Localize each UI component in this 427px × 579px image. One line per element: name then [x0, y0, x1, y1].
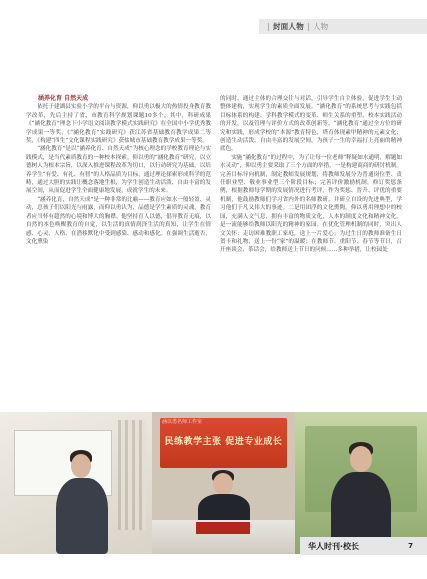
page-footer: [0, 554, 427, 579]
left-column: [26, 95, 211, 246]
wall-decoration: [118, 420, 146, 530]
right-paragraph-2: 实施“涵化教育”的过程中，为了让每一位老师“释疑如水通明，解题如水灵动”，仰以勇主要采取了三个方面的举措。一是构建商商的研讨机制。完善目标导向机制，制定教师发展规划，将教师发展分为普通岗位型、责任职业型、敬业事业型三个阶段目标；完善评价激励机制，修订奖惩条例，根据教师每学期的发展情况进行考评，作为奖惩、晋升、评优的重要机制，他鼓励教师们学习省内外的名师教研，并研立自设的先进典型，学习他们于凡又伟大的事迹。二是用团浮的文化熏陶。仰以勇用理想中的校园，充满人文气息，拥有丰富的物质文化，人本的制度文化和精神文化。是一流能够给教师以阳光的精神的家园。在优化管理机制的同时，突出人文关怀：走访困难教职工家庭，送上一片爱心；为过生日的教师准备生日贺卡和礼物，送上一份“家”的温暖；在教师节、重阳节、春节等节日，召开座谈会、茶话会，给教师送上节日的问候……多种举措，让校园处: [220, 154, 402, 254]
portrait-photo: [295, 412, 427, 554]
left-paragraph-3: “涵养化育，自然天成”是一种非常的比喻——教育应如水一般轻盈、灵动，总孩子们以阳光与雨露，而仰以勇认为，品德是学生素质的灵魂，教育者应当怀有超然的心境和博大的胸襟。他坚持育人以德，倡导教育无痕，以自然的本色唤醒教育的自觉，以生活的真情润泽生活的真知，让学生在情感、心灵、人格、在潜移默化中受到感染、感动和感化。在强调生活逝否，文化熏染: [26, 196, 211, 245]
page-number: 7: [408, 542, 413, 550]
publication-name: 华人时刊·校长: [308, 541, 360, 551]
header-section: 封面人物: [272, 22, 305, 31]
section-title: 涵养化育 自然天成: [38, 95, 89, 102]
right-column: [220, 95, 402, 255]
banner-header: 涵以勇名师工作室: [162, 419, 203, 425]
teacher-figure: [52, 450, 112, 554]
nameplate: [196, 522, 250, 534]
header-separator: |: [267, 22, 270, 31]
left-paragraph-2: “涵化教育”是以“涵养化育、自然天成”为核心理念的学校教育理论与实践模式，是当代素质教育的一种校本探索。仰以勇的“涵化教育”研究，以立德树人为根本宗旨，以深入推进课程改革为切口，以行动研究为基础，以培养学生“有爱、有礼、有智”的人格品质为目标，通过理论探索形成科学的范畴，通过大胆的实践让概念落地生根，为学生创造生动活泼、自由丰富的发展空间，从而促进学生全面健康地发展，成就学生的未来。: [26, 146, 211, 195]
header-sub-separator: |: [307, 22, 310, 31]
photo-strip: [0, 412, 427, 554]
classroom-photo: [0, 412, 152, 554]
page-header: [259, 19, 427, 34]
banner-title: 民练教学主张 促进专业成长: [164, 437, 283, 447]
right-paragraph-1: 的同时，通过主体的合理交往与对话，引导学生自主体验，促进学生主动整体建构，实现学生的素质全面发展。“涵化教育”的系统思考与实践包括目标体系的构建、学科教学模式的变革、师生关系的重塑、校本实践活动的开发，以及管理与评价方式的改革创新等。“涵化教育”通过全方位的研究和实践，形成学校的“本源”教育特色，塔育体现素甲精神的元素文化；创造生动活泼、自由丰富的发展空间，为孩子一生的幸福打上亮丽的精神底色。: [220, 96, 402, 153]
publication-footer: [300, 537, 427, 555]
left-paragraph-1: 依托于建湖县实验小学的平台与资源，仰以勇以极大的热情投身教育教学改革，先后主持了省、市教育科学规划课题10多个。其中，科研成果《“涵化教育”理念下小学语文阅读教学模式实践研究》在全国中小学优秀教学成果一等奖，《“涵化教育”实践研究》获江苏省基础教育教学成果二等奖，《构建“四生”文化课程实践研究》获盐城市基础教育教学成果一等奖。: [26, 104, 211, 145]
header-subsection: 人物: [312, 22, 329, 31]
lecture-photo: [152, 412, 295, 554]
